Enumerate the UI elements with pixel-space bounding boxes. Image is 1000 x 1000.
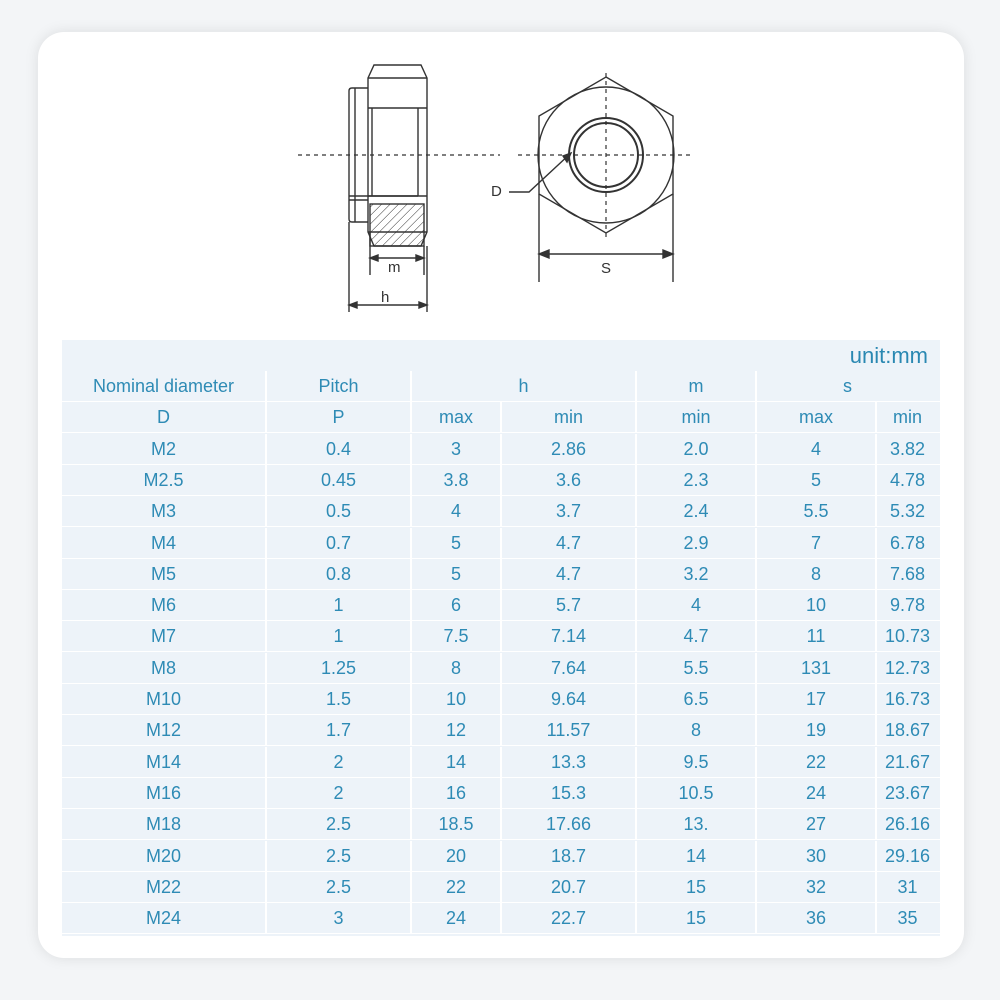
table-subheader-row [62, 402, 940, 433]
table-cell: 19 [757, 715, 877, 745]
table-cell: 10 [757, 590, 877, 620]
table-cell: 6.5 [637, 684, 757, 714]
table-cell: 16.73 [884, 689, 931, 709]
table-cell: M5 [62, 559, 267, 589]
table-cell: 17.66 [502, 809, 637, 839]
table-row [62, 590, 940, 621]
table-cell: 30 [757, 841, 877, 871]
table-cell: 4 [637, 590, 757, 620]
table-cell: M2 [62, 434, 267, 464]
table-row [62, 872, 940, 903]
table-cell: 2 [267, 747, 412, 777]
unit-label: unit:mm [849, 343, 928, 368]
table-cell: 5.7 [502, 590, 637, 620]
table-cell: min [892, 407, 922, 428]
table-cell: 14 [637, 841, 757, 871]
table-cell: max [757, 402, 877, 432]
table-cell: 8 [637, 715, 757, 745]
table-cell: 1.25 [267, 653, 412, 683]
table-cell: 11 [757, 621, 877, 651]
table-cell: 24 [757, 778, 877, 808]
table-cell: 7.64 [502, 653, 637, 683]
table-cell: 0.45 [267, 465, 412, 495]
table-cell: 18.5 [412, 809, 502, 839]
table-cell: M18 [62, 809, 267, 839]
table-row [62, 496, 940, 527]
table-cell: 3.82 [889, 438, 926, 459]
table-row [62, 621, 940, 652]
table-row [62, 715, 940, 746]
table-cell: 15.3 [502, 778, 637, 808]
table-cell: s [843, 376, 852, 396]
table-cell: min [502, 402, 637, 432]
table-cell: M20 [62, 841, 267, 871]
dimension-label-h: h [381, 289, 390, 306]
table-cell: 1 [267, 590, 412, 620]
table-cell: 13.3 [502, 747, 637, 777]
table-cell: 3 [267, 903, 412, 933]
table-cell: M14 [62, 747, 267, 777]
dimension-table [62, 340, 940, 936]
table-cell: 24 [412, 903, 502, 933]
table-cell: 14 [412, 747, 502, 777]
nut-drawing-svg [0, 0, 1000, 330]
table-cell: M24 [62, 903, 267, 933]
table-cell: 27 [757, 809, 877, 839]
table-row [62, 434, 940, 465]
table-cell: 3.2 [637, 559, 757, 589]
table-cell: M6 [62, 590, 267, 620]
table-cell: 3.6 [502, 465, 637, 495]
table-cell: 4.7 [502, 528, 637, 558]
table-cell: 36 [757, 903, 877, 933]
table-cell: 11.57 [502, 715, 637, 745]
table-cell: Nominal diameter [62, 371, 267, 401]
table-cell: 35 [897, 908, 918, 929]
table-row [62, 465, 940, 496]
table-cell: 20.7 [502, 872, 637, 902]
table-cell: 4 [412, 496, 502, 526]
table-cell: 12 [412, 715, 502, 745]
table-cell: 7.68 [889, 563, 926, 584]
table-row [62, 841, 940, 872]
table-cell: 2.9 [637, 528, 757, 558]
table-cell: 131 [757, 653, 877, 683]
table-cell: P [267, 402, 412, 432]
table-cell: Pitch [267, 371, 412, 401]
table-cell: 26.16 [884, 814, 931, 835]
table-row [62, 684, 940, 715]
table-cell: 4 [757, 434, 877, 464]
table-cell: 8 [412, 653, 502, 683]
table-row [62, 778, 940, 809]
table-cell: 2.5 [267, 841, 412, 871]
table-cell: 20 [412, 841, 502, 871]
table-cell: M8 [62, 653, 267, 683]
table-row [62, 528, 940, 559]
table-cell: 6.78 [889, 532, 926, 553]
table-cell: M16 [62, 778, 267, 808]
table-cell: 3.7 [502, 496, 637, 526]
table-header-row [62, 371, 940, 402]
table-cell: 12.73 [884, 657, 931, 678]
table-cell: D [62, 402, 267, 432]
table-cell: 23.67 [884, 782, 931, 803]
table-cell: 16 [412, 778, 502, 808]
table-cell: 1.5 [267, 684, 412, 714]
table-cell: 9.5 [637, 747, 757, 777]
table-row [62, 747, 940, 778]
table-cell: M22 [62, 872, 267, 902]
table-cell: 2.0 [637, 434, 757, 464]
table-cell: 22 [412, 872, 502, 902]
table-cell: 4.78 [889, 469, 926, 490]
table-cell: 0.4 [267, 434, 412, 464]
table-cell: 13. [637, 809, 757, 839]
dimension-label-m: m [388, 259, 401, 276]
technical-drawing [0, 0, 1000, 330]
table-cell: M4 [62, 528, 267, 558]
table-cell: 5.32 [889, 501, 926, 522]
table-cell: 29.16 [884, 845, 931, 866]
table-cell: 0.8 [267, 559, 412, 589]
table-cell: 21.67 [884, 751, 931, 772]
table-cell: 18.67 [884, 720, 931, 741]
table-cell: 5 [412, 559, 502, 589]
table-cell: 32 [757, 872, 877, 902]
dimension-label-d: D [491, 183, 502, 200]
table-cell: 9.78 [889, 595, 926, 616]
table-cell: 10.5 [637, 778, 757, 808]
table-cell: 15 [637, 903, 757, 933]
table-cell: max [412, 402, 502, 432]
table-cell: M12 [62, 715, 267, 745]
table-cell: 6 [412, 590, 502, 620]
table-cell: 0.7 [267, 528, 412, 558]
table-cell: 2.4 [637, 496, 757, 526]
table-cell: 5.5 [757, 496, 877, 526]
dimension-label-s: S [601, 260, 612, 277]
table-cell: 2.5 [267, 872, 412, 902]
table-row [62, 559, 940, 590]
table-cell: M7 [62, 621, 267, 651]
table-cell: 7 [757, 528, 877, 558]
table-cell: 2.3 [637, 465, 757, 495]
table-cell: 0.5 [267, 496, 412, 526]
table-cell: 4.7 [637, 621, 757, 651]
table-cell: 5 [412, 528, 502, 558]
table-cell: 4.7 [502, 559, 637, 589]
table-cell: 10 [412, 684, 502, 714]
table-cell: 22 [757, 747, 877, 777]
table-cell: 5.5 [637, 653, 757, 683]
table-cell: 2 [267, 778, 412, 808]
table-cell: 7.14 [502, 621, 637, 651]
table-cell: 2.86 [502, 434, 637, 464]
table-cell: 10.73 [884, 626, 931, 647]
table-cell: 9.64 [502, 684, 637, 714]
table-cell: 2.5 [267, 809, 412, 839]
table-row [62, 809, 940, 840]
table-cell: 3.8 [412, 465, 502, 495]
table-cell: 3 [412, 434, 502, 464]
table-cell: 22.7 [502, 903, 637, 933]
table-cell: 5 [757, 465, 877, 495]
table-cell: m [637, 371, 757, 401]
table-cell: M2.5 [62, 465, 267, 495]
table-cell: 17 [757, 684, 877, 714]
table-cell: 1 [267, 621, 412, 651]
table-cell: min [637, 402, 757, 432]
nut-top-view [509, 73, 694, 282]
table-cell: 31 [897, 876, 918, 897]
table-cell: h [412, 371, 637, 401]
table-cell: 18.7 [502, 841, 637, 871]
table-row [62, 653, 940, 684]
table-cell: 15 [637, 872, 757, 902]
table-cell: M3 [62, 496, 267, 526]
table-cell: M10 [62, 684, 267, 714]
table-row [62, 903, 940, 934]
table-cell: 1.7 [267, 715, 412, 745]
table-cell: 8 [757, 559, 877, 589]
table-cell: 7.5 [412, 621, 502, 651]
